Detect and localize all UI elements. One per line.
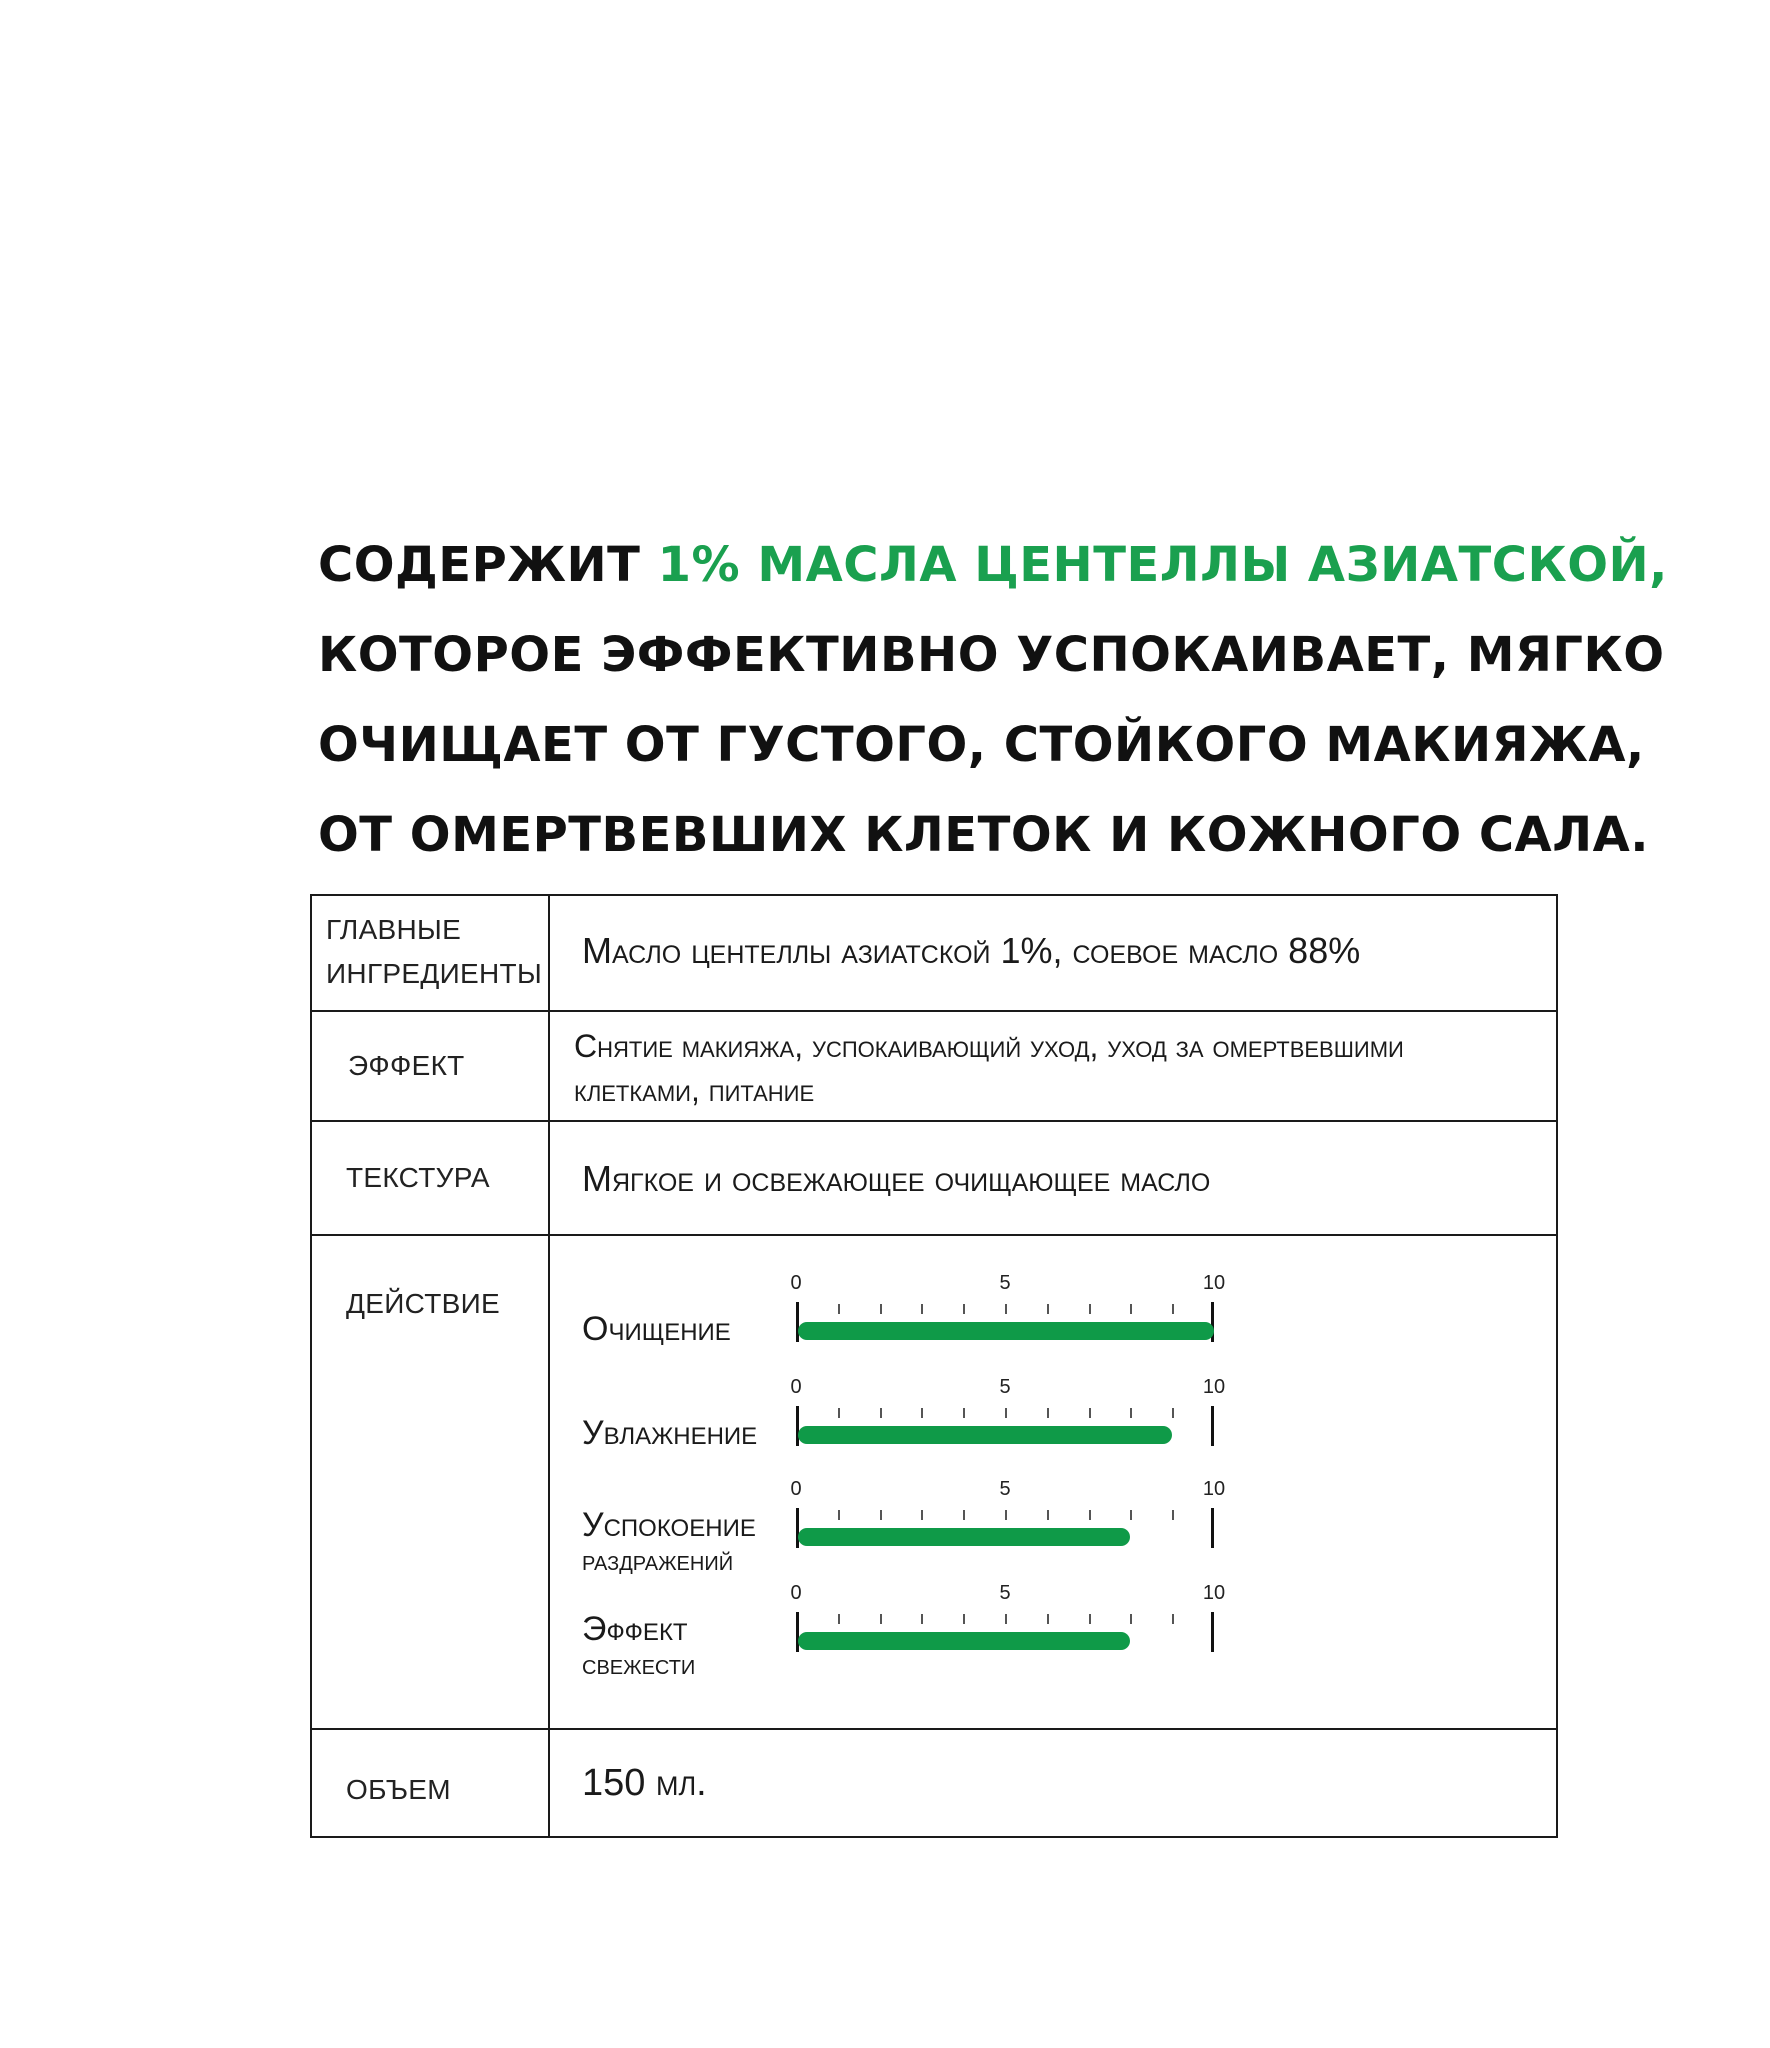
- scale-tick-label: 10: [1202, 1582, 1226, 1604]
- effect-value: Снятие макияжа, успокаивающий уход, уход за омертвевшими клетками, питание: [574, 1028, 1404, 1108]
- scale-tick: [838, 1510, 840, 1520]
- scale-tick: [1130, 1304, 1132, 1314]
- scale-tick: [921, 1304, 923, 1314]
- scale-tick: [963, 1408, 965, 1418]
- scale-tick: [880, 1614, 882, 1624]
- scale-tick-label: 0: [790, 1582, 802, 1604]
- scale-tick: [1130, 1510, 1132, 1520]
- column-divider: [548, 1012, 550, 1120]
- headline-line-1: СОДЕРЖИТ 1% МАСЛА ЦЕНТЕЛЛЫ АЗИАТСКОЙ,: [318, 537, 1668, 593]
- scale-tick: [963, 1614, 965, 1624]
- action-label: ДЕЙСТВИЕ: [346, 1288, 501, 1319]
- scale-tick: [1047, 1408, 1049, 1418]
- metric-name: [582, 1310, 731, 1348]
- volume-label: ОБЪЕМ: [346, 1774, 451, 1805]
- texture-value: Мягкое и освежающее очищающее масло: [582, 1158, 1211, 1199]
- scale-tick-label: 10: [1202, 1478, 1226, 1500]
- metric-name-line-1: Увлажнение: [582, 1414, 758, 1452]
- metric-name-line-2: свежести: [582, 1649, 696, 1680]
- scale-tick: [1005, 1510, 1007, 1520]
- column-divider: [548, 1236, 550, 1728]
- texture-label: ТЕКСТУРА: [346, 1162, 490, 1193]
- scale-tick: [1005, 1614, 1007, 1624]
- metric-fill-bar: [798, 1426, 1172, 1444]
- scale-tick: [1089, 1614, 1091, 1624]
- ingredients-value: Масло центеллы азиатской 1%, соевое масло 88%: [582, 930, 1361, 971]
- scale-tick-label: 5: [999, 1272, 1011, 1294]
- scale-tick: [921, 1408, 923, 1418]
- scale-tick-label: 10: [1202, 1376, 1226, 1398]
- scale-tick: [838, 1614, 840, 1624]
- metric-fill-bar: [798, 1322, 1214, 1340]
- scale-tick-label: 0: [790, 1272, 802, 1294]
- row-ingredients: [312, 896, 1556, 1012]
- scale-tick: [1130, 1408, 1132, 1418]
- spec-table: [310, 894, 1558, 1838]
- scale-tick: [963, 1510, 965, 1520]
- scale-tick: [1130, 1614, 1132, 1624]
- scale-tick: [1047, 1510, 1049, 1520]
- metric-scale: [790, 1376, 1226, 1446]
- scale-tick: [963, 1304, 965, 1314]
- metric-name-line-1: Очищение: [582, 1310, 731, 1348]
- scale-tick: [1047, 1614, 1049, 1624]
- scale-tick: [1172, 1614, 1174, 1624]
- metric-scale: [790, 1582, 1226, 1652]
- scale-tick: [838, 1304, 840, 1314]
- headline-line-4: ОТ ОМЕРТВЕВШИХ КЛЕТОК И КОЖНОГО САЛА.: [318, 807, 1649, 863]
- scale-end-bar: [1211, 1612, 1214, 1652]
- metric-scale: [790, 1478, 1226, 1548]
- scale-tick-label: 0: [790, 1376, 802, 1398]
- scale-tick: [1089, 1304, 1091, 1314]
- scale-tick: [1089, 1408, 1091, 1418]
- row-volume: [312, 1730, 1556, 1838]
- scale-tick: [1047, 1304, 1049, 1314]
- row-action: [312, 1236, 1556, 1730]
- metric-name-line-1: Эффект: [582, 1610, 688, 1648]
- metric-name-line-2: раздражений: [582, 1545, 734, 1576]
- row-effect: [312, 1012, 1556, 1122]
- headline-highlight: 1% МАСЛА ЦЕНТЕЛЛЫ АЗИАТСКОЙ,: [657, 537, 1668, 593]
- metric-scale: [790, 1272, 1226, 1342]
- scale-tick: [921, 1510, 923, 1520]
- headline: [318, 520, 1668, 880]
- scale-tick: [1005, 1408, 1007, 1418]
- scale-tick: [880, 1408, 882, 1418]
- row-texture: [312, 1122, 1556, 1236]
- scale-tick: [1172, 1304, 1174, 1314]
- scale-tick: [1005, 1304, 1007, 1314]
- scale-tick-label: 10: [1202, 1272, 1226, 1294]
- column-divider: [548, 1730, 550, 1838]
- scale-tick: [880, 1304, 882, 1314]
- effect-label: ЭФФЕКТ: [348, 1050, 465, 1081]
- metric-name: [582, 1506, 756, 1578]
- scale-tick: [1089, 1510, 1091, 1520]
- metric-name: [582, 1610, 695, 1682]
- metric-fill-bar: [798, 1632, 1130, 1650]
- scale-tick: [1172, 1510, 1174, 1520]
- scale-tick: [921, 1614, 923, 1624]
- headline-line-2: КОТОРОЕ ЭФФЕКТИВНО УСПОКАИВАЕТ, МЯГКО: [318, 627, 1665, 683]
- scale-tick: [880, 1510, 882, 1520]
- scale-tick-label: 5: [999, 1478, 1011, 1500]
- scale-tick-label: 5: [999, 1376, 1011, 1398]
- ingredients-label: ГЛАВНЫЕ ИНГРЕДИЕНТЫ: [326, 914, 543, 989]
- metric-name: [582, 1414, 757, 1452]
- scale-end-bar: [1211, 1406, 1214, 1446]
- volume-value: 150 мл.: [582, 1762, 707, 1804]
- metric-name-line-1: Успокоение: [582, 1506, 756, 1544]
- metric-fill-bar: [798, 1528, 1130, 1546]
- headline-line-3: ОЧИЩАЕТ ОТ ГУСТОГО, СТОЙКОГО МАКИЯЖА,: [318, 717, 1645, 773]
- scale-tick-label: 0: [790, 1478, 802, 1500]
- scale-end-bar: [1211, 1508, 1214, 1548]
- column-divider: [548, 1122, 550, 1234]
- scale-tick: [838, 1408, 840, 1418]
- scale-tick: [1172, 1408, 1174, 1418]
- scale-tick-label: 5: [999, 1582, 1011, 1604]
- column-divider: [548, 896, 550, 1010]
